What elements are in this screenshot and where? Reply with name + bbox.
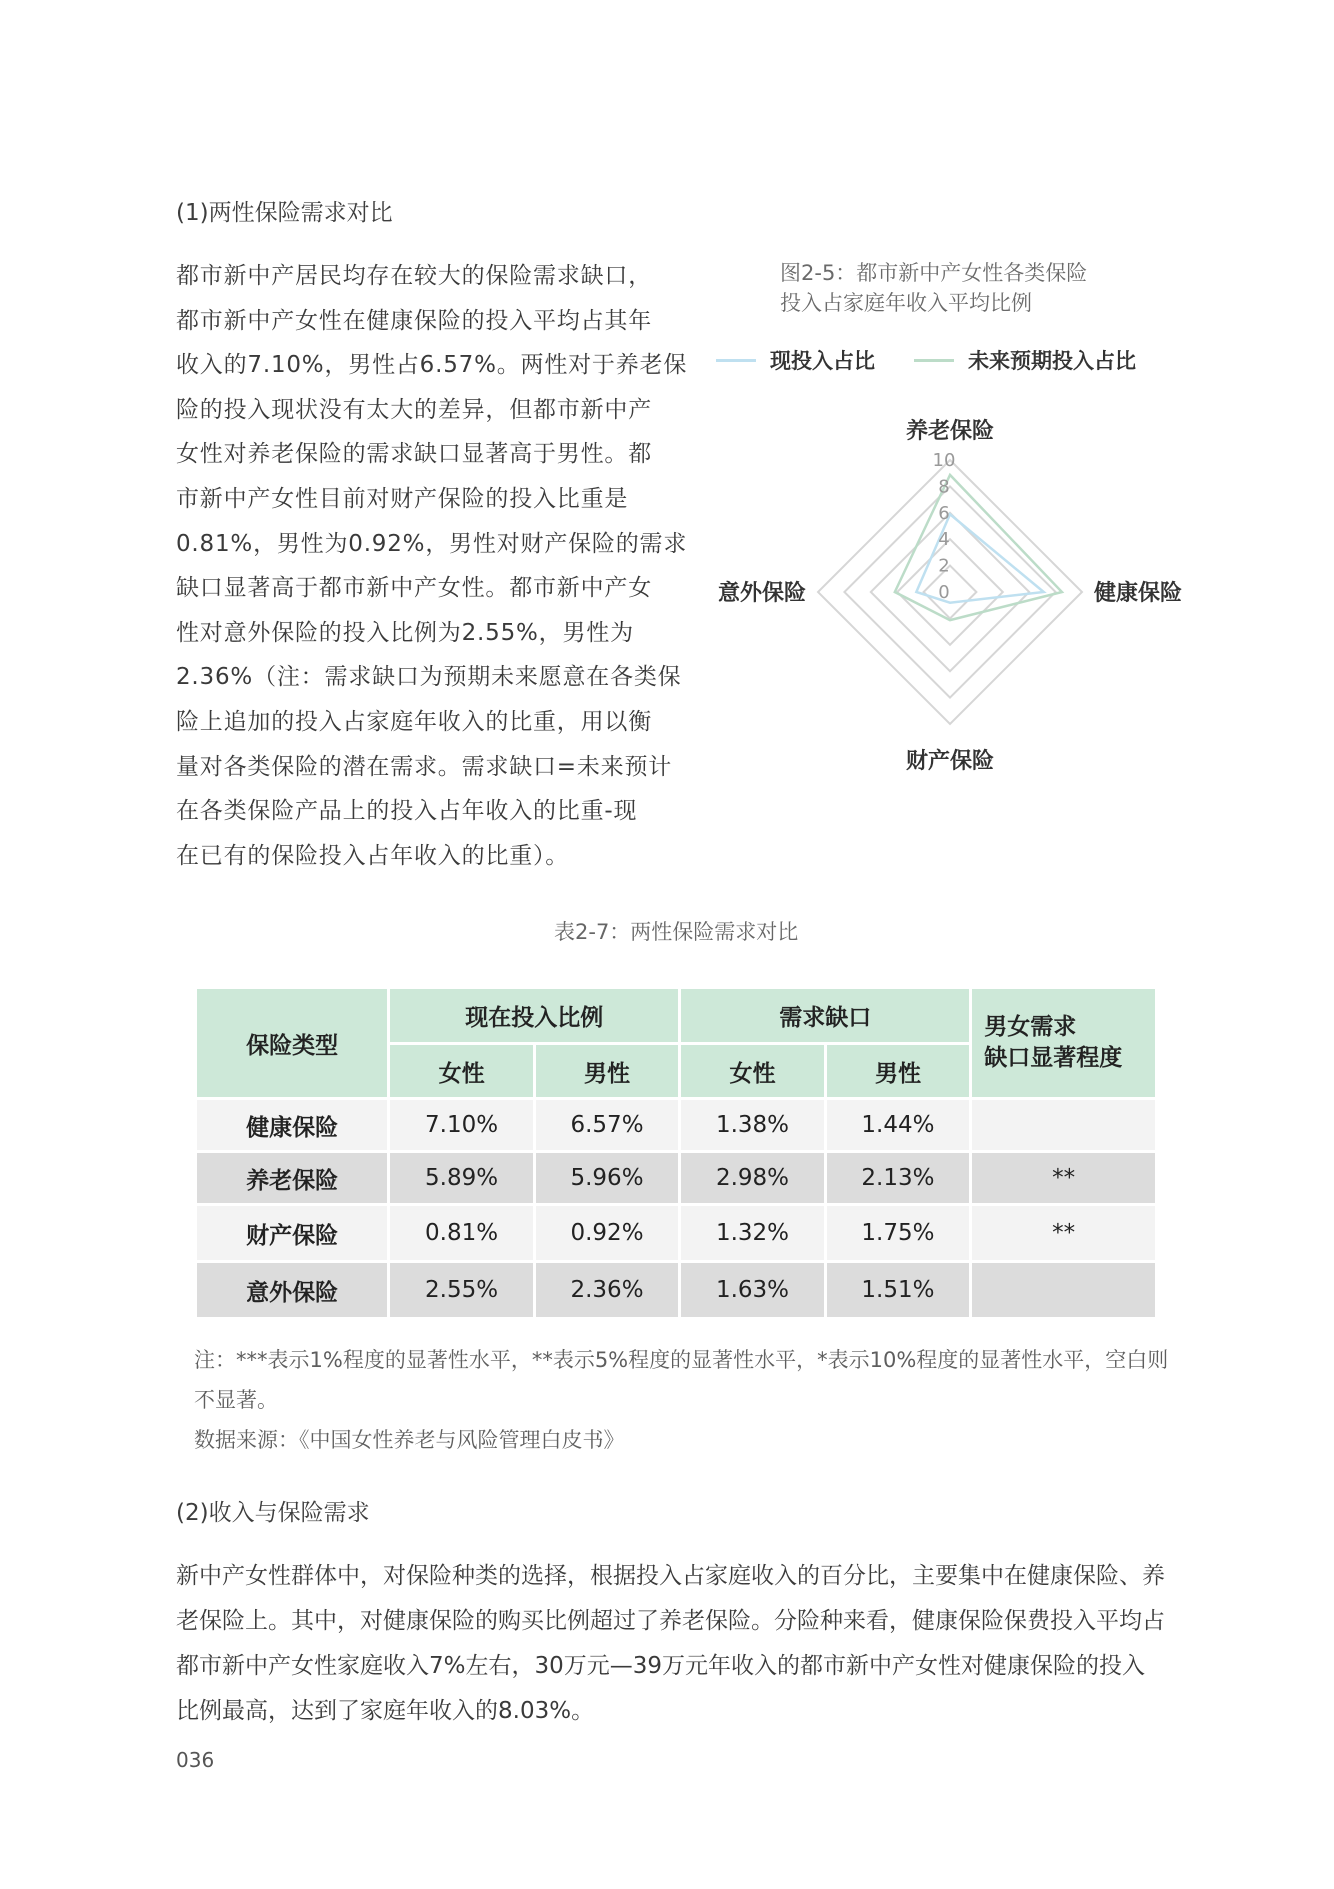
cell-gap-male: 2.13% <box>827 1153 969 1203</box>
figure-title-line-1: 图2-5：都市新中产女性各类保险 <box>780 261 1088 285</box>
data-source: 数据来源：《中国女性养老与风险管理白皮书》 <box>194 1428 625 1452</box>
cell-gap-male: 1.75% <box>827 1206 969 1260</box>
cell-current-male: 6.57% <box>536 1100 678 1150</box>
table-row <box>197 1153 1155 1203</box>
cell-current-female: 0.81% <box>390 1206 532 1260</box>
cell-significance <box>972 1263 1155 1317</box>
table-notes <box>194 1340 1184 1460</box>
header-demand-gap: 需求缺口 <box>681 989 969 1042</box>
cell-gap-female: 1.32% <box>681 1206 823 1260</box>
cell-current-male: 5.96% <box>536 1153 678 1203</box>
table-row <box>197 1263 1155 1317</box>
section-heading-2: (2)收入与保险需求 <box>176 1500 370 1526</box>
table-caption: 表2-7：两性保险需求对比 <box>554 920 799 944</box>
table-row <box>197 1100 1155 1150</box>
radar-axis-label: 财产保险 <box>905 749 995 774</box>
header-current-female: 女性 <box>390 1045 532 1097</box>
paragraph-line: 险的投入现状没有太大的差异，但都市新中产 <box>176 396 652 423</box>
cell-gap-female: 1.63% <box>681 1263 823 1317</box>
radar-axis-label: 意外保险 <box>717 581 806 606</box>
cell-significance: ** <box>972 1153 1155 1203</box>
header-insurance-type: 保险类型 <box>197 989 387 1097</box>
radar-tick-label: 2 <box>938 555 950 577</box>
paragraph-line: 2.36%（注：需求缺口为预期未来愿意在各类保 <box>176 664 682 691</box>
radar-chart <box>0 0 1334 800</box>
paragraph-line: 0.81%，男性为0.92%，男性对财产保险的需求 <box>176 530 688 557</box>
paragraph-line: 新中产女性群体中，对保险种类的选择，根据投入占家庭收入的百分比，主要集中在健康保险、养 <box>176 1563 1165 1589</box>
cell-current-male: 0.92% <box>536 1206 678 1260</box>
radar-tick-label: 0 <box>938 582 950 603</box>
radar-tick-label: 4 <box>938 529 950 551</box>
header-significance <box>972 989 1155 1097</box>
section-heading-1: (1)两性保险需求对比 <box>176 200 393 226</box>
cell-gap-male: 1.44% <box>827 1100 969 1150</box>
paragraph-line: 女性对养老保险的需求缺口显著高于男性。都 <box>176 441 652 468</box>
cell-gap-male: 1.51% <box>827 1263 969 1317</box>
cell-current-female: 7.10% <box>390 1100 532 1150</box>
header-gap-male: 男性 <box>827 1045 969 1097</box>
cell-current-female: 2.55% <box>390 1263 532 1317</box>
cell-gap-female: 1.38% <box>681 1100 823 1150</box>
note-line-1: 注：***表示1%程度的显著性水平，**表示5%程度的显著性水平，*表示10%程度的显著性水平，空白则 <box>194 1348 1169 1372</box>
header-significance-line-1: 男女需求 <box>984 1014 1077 1040</box>
paragraph-line: 险上追加的投入占家庭年收入的比重，用以衡 <box>176 708 652 735</box>
paragraph-line: 在已有的保险投入占年收入的比重）。 <box>176 842 570 869</box>
paragraph-line: 都市新中产女性家庭收入7%左右，30万元—39万元年收入的都市新中产女性对健康保险的投入 <box>176 1653 1146 1679</box>
paragraph-line: 都市新中产女性在健康保险的投入平均占其年 <box>176 307 652 334</box>
paragraph-line: 市新中产女性目前对财产保险的投入比重是 <box>176 485 629 512</box>
cell-significance: ** <box>972 1206 1155 1260</box>
radar-tick-label: 6 <box>938 502 950 524</box>
paragraph-line: 老保险上。其中，对健康保险的购买比例超过了养老保险。分险种来看，健康保险保费投入平均占 <box>176 1608 1165 1634</box>
header-gap-female: 女性 <box>681 1045 823 1097</box>
cell-significance <box>972 1100 1155 1150</box>
cell-gap-female: 2.98% <box>681 1153 823 1203</box>
comparison-table <box>194 986 1158 1320</box>
table-row <box>197 1206 1155 1260</box>
note-line-2: 不显著。 <box>194 1388 278 1412</box>
cell-type: 养老保险 <box>197 1153 387 1203</box>
header-current-ratio: 现在投入比例 <box>390 989 678 1042</box>
body-paragraph-2 <box>176 1554 1176 1734</box>
paragraph-line: 都市新中产居民均存在较大的保险需求缺口， <box>176 263 652 289</box>
radar-tick-label: 10 <box>932 450 956 471</box>
cell-current-male: 2.36% <box>536 1263 678 1317</box>
paragraph-line: 比例最高，达到了家庭年收入的8.03%。 <box>176 1698 595 1724</box>
page-number: 036 <box>176 1748 215 1772</box>
radar-grid-ring <box>844 486 1055 697</box>
figure-title-line-2: 投入占家庭年收入平均比例 <box>780 291 1032 315</box>
paragraph-line: 收入的7.10%，男性占6.57%。两性对于养老保 <box>176 352 688 379</box>
cell-type: 财产保险 <box>197 1206 387 1260</box>
paragraph-line: 性对意外保险的投入比例为2.55%，男性为 <box>176 619 634 646</box>
cell-type: 健康保险 <box>197 1100 387 1150</box>
header-current-male: 男性 <box>536 1045 678 1097</box>
paragraph-line: 缺口显著高于都市新中产女性。都市新中产女 <box>176 575 652 602</box>
cell-type: 意外保险 <box>197 1263 387 1317</box>
radar-tick-label: 8 <box>938 476 950 498</box>
cell-current-female: 5.89% <box>390 1153 532 1203</box>
paragraph-line: 量对各类保险的潜在需求。需求缺口=未来预计 <box>176 753 673 780</box>
header-significance-line-2: 缺口显著程度 <box>984 1045 1123 1071</box>
legend-label-current: 现投入占比 <box>770 349 875 373</box>
radar-axis-label: 养老保险 <box>905 419 995 444</box>
legend-label-future: 未来预期投入占比 <box>968 349 1136 373</box>
radar-axis-label: 健康保险 <box>1094 581 1183 606</box>
paragraph-line: 在各类保险产品上的投入占年收入的比重-现 <box>176 798 638 825</box>
